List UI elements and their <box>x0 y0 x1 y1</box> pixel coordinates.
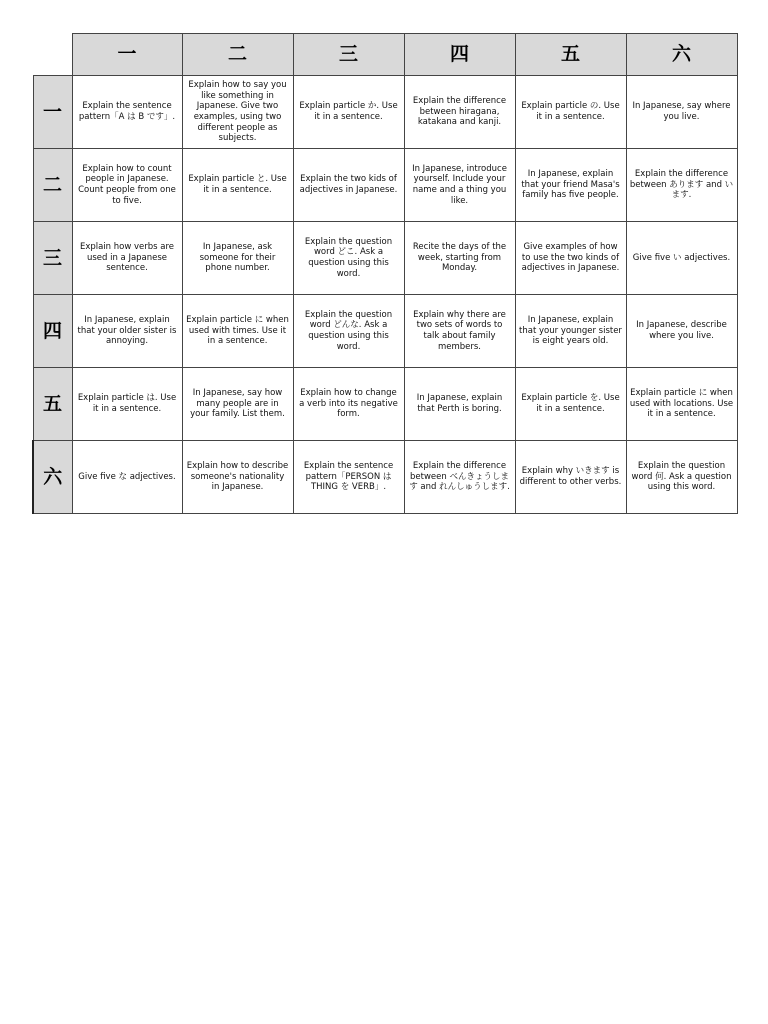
prompt-cell: Explain how to change a verb into its negative form. <box>293 368 404 441</box>
prompt-cell: In Japanese, describe where you live. <box>626 295 737 368</box>
column-header: 一 <box>72 34 182 76</box>
prompt-cell: In Japanese, say where you live. <box>626 76 737 149</box>
prompt-cell: In Japanese, explain that your friend Masa's family has five people. <box>515 149 626 222</box>
prompt-cell: In Japanese, explain that Perth is boring. <box>404 368 515 441</box>
grid-row <box>33 295 737 368</box>
prompt-cell: Give five い adjectives. <box>626 222 737 295</box>
prompt-grid <box>32 33 738 514</box>
prompt-cell: Explain the sentence pattern「A は B です」. <box>72 76 182 149</box>
column-header: 五 <box>515 34 626 76</box>
column-header-row <box>33 34 737 76</box>
prompt-cell: Give examples of how to use the two kinds of adjectives in Japanese. <box>515 222 626 295</box>
prompt-cell: Explain why いきます is different to other verbs. <box>515 441 626 514</box>
grid-row <box>33 441 737 514</box>
prompt-cell: Explain the difference between あります and います. <box>626 149 737 222</box>
column-header: 六 <box>626 34 737 76</box>
grid-row <box>33 149 737 222</box>
prompt-cell: Explain how verbs are used in a Japanese sentence. <box>72 222 182 295</box>
row-header: 五 <box>33 368 72 441</box>
row-header: 一 <box>33 76 72 149</box>
prompt-cell: Explain the question word どこ. Ask a question using this word. <box>293 222 404 295</box>
prompt-cell: Explain the question word 何. Ask a question using this word. <box>626 441 737 514</box>
prompt-cell: Explain the difference between べんきょうします and れんしゅうします. <box>404 441 515 514</box>
row-header: 三 <box>33 222 72 295</box>
prompt-cell: Explain particle の. Use it in a sentence. <box>515 76 626 149</box>
prompt-cell: Explain the difference between hiragana, katakana and kanji. <box>404 76 515 149</box>
grid-row <box>33 222 737 295</box>
row-header: 二 <box>33 149 72 222</box>
grid-row <box>33 76 737 149</box>
prompt-cell: Explain how to say you like something in Japanese. Give two examples, using two different people as subjects. <box>182 76 293 149</box>
prompt-cell: In Japanese, ask someone for their phone number. <box>182 222 293 295</box>
prompt-cell: In Japanese, explain that your older sister is annoying. <box>72 295 182 368</box>
prompt-cell: Explain particle に when used with times. Use it in a sentence. <box>182 295 293 368</box>
prompt-cell: Explain the sentence pattern「PERSON は THING を VERB」. <box>293 441 404 514</box>
prompt-cell: Give five な adjectives. <box>72 441 182 514</box>
prompt-cell: Recite the days of the week, starting from Monday. <box>404 222 515 295</box>
prompt-cell: Explain particle に when used with locations. Use it in a sentence. <box>626 368 737 441</box>
prompt-cell: In Japanese, introduce yourself. Include your name and a thing you like. <box>404 149 515 222</box>
row-header: 六 <box>33 441 72 514</box>
column-header: 三 <box>293 34 404 76</box>
grid-corner <box>33 34 72 76</box>
column-header: 四 <box>404 34 515 76</box>
prompt-cell: Explain the question word どんな. Ask a question using this word. <box>293 295 404 368</box>
prompt-cell: In Japanese, explain that your younger sister is eight years old. <box>515 295 626 368</box>
row-header: 四 <box>33 295 72 368</box>
prompt-cell: Explain particle と. Use it in a sentence. <box>182 149 293 222</box>
prompt-cell: Explain why there are two sets of words to talk about family members. <box>404 295 515 368</box>
column-header: 二 <box>182 34 293 76</box>
prompt-cell: Explain how to describe someone's nationality in Japanese. <box>182 441 293 514</box>
prompt-cell: In Japanese, say how many people are in your family. List them. <box>182 368 293 441</box>
prompt-cell: Explain the two kids of adjectives in Japanese. <box>293 149 404 222</box>
prompt-cell: Explain particle を. Use it in a sentence. <box>515 368 626 441</box>
prompt-cell: Explain how to count people in Japanese. Count people from one to five. <box>72 149 182 222</box>
grid-row <box>33 368 737 441</box>
prompt-cell: Explain particle は. Use it in a sentence. <box>72 368 182 441</box>
prompt-cell: Explain particle か. Use it in a sentence. <box>293 76 404 149</box>
